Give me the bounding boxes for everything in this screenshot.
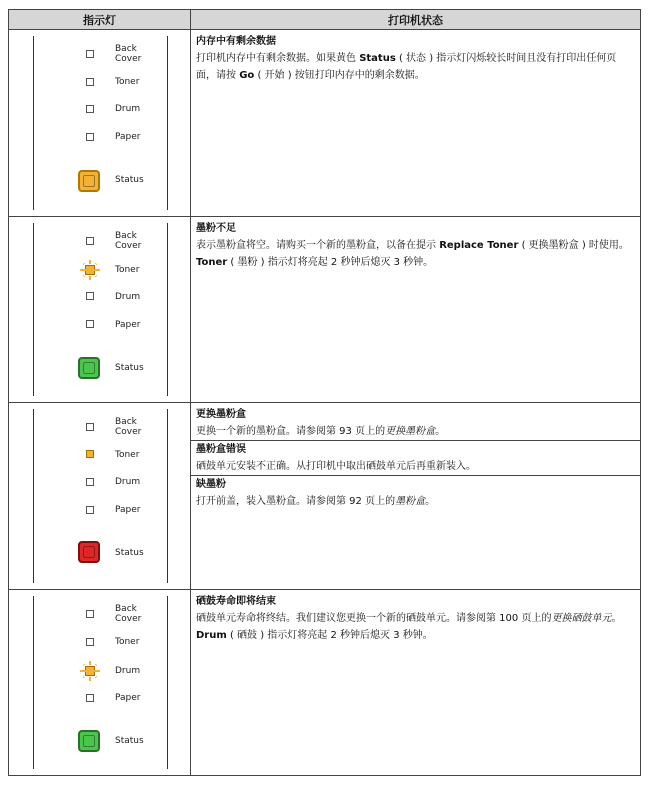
toner-label: Toner: [115, 636, 140, 647]
header-printer-status: 打印机状态: [191, 10, 641, 30]
led-status-table: [8, 9, 641, 776]
paper-led: [86, 133, 94, 141]
status-title: 更换墨粉盒: [196, 409, 246, 420]
indicator-panel: [9, 589, 191, 776]
drum-label: Drum: [115, 104, 141, 114]
status-text: 硒鼓单元寿命将终结。我们建议您更换一个新的硒鼓单元。请参阅第 100 页上的更换硒鼓单元。: [196, 612, 622, 624]
back-cover-label: Back Cover: [115, 230, 142, 251]
table-row: [9, 216, 641, 403]
toner-label: Toner: [115, 450, 140, 460]
status-description: [191, 403, 641, 590]
status-title: 缺墨粉: [196, 479, 226, 490]
status-title: 内存中有剩余数据: [196, 36, 276, 47]
drum-label: Drum: [115, 477, 141, 487]
drum-label: Drum: [115, 291, 141, 302]
status-led-green: [78, 730, 100, 752]
back-cover-label: Back Cover: [115, 603, 142, 624]
drum-led: [86, 478, 94, 486]
toner-led-on: [86, 450, 94, 458]
paper-led: [86, 320, 94, 328]
panel-border-left: [33, 409, 34, 583]
back-cover-label: Back Cover: [115, 417, 142, 437]
indicator-panel: [9, 403, 191, 590]
table-row: [9, 589, 641, 776]
status-label: Status: [115, 175, 144, 185]
status-title: 硒鼓寿命即将结束: [196, 595, 276, 607]
back-cover-label: Back Cover: [115, 44, 142, 64]
paper-led: [86, 506, 94, 514]
toner-led: [86, 638, 94, 646]
status-description: [191, 30, 641, 217]
status-title: 墨粉不足: [196, 222, 236, 234]
toner-led-blinking: [80, 260, 100, 280]
status-text: 打开前盖，装入墨粉盒。请参阅第 92 页上的墨粉盒。: [196, 496, 436, 507]
header-indicator: 指示灯: [9, 10, 191, 30]
toner-label: Toner: [115, 77, 140, 87]
status-text: 硒鼓单元安装不正确。从打印机中取出硒鼓单元后再重新装入。: [196, 461, 476, 472]
table-header-row: [9, 10, 641, 30]
drum-led-blinking: [80, 661, 100, 681]
back-cover-led: [86, 237, 94, 245]
table-row: [9, 30, 641, 217]
paper-label: Paper: [115, 132, 141, 142]
status-text: Drum ( 硒鼓 ) 指示灯将亮起 2 秒钟后熄灭 3 秒钟。: [196, 629, 433, 641]
back-cover-led: [86, 423, 94, 431]
panel-border-right: [167, 596, 168, 770]
status-description: [191, 589, 641, 776]
status-description: [191, 216, 641, 403]
indicator-panel: [9, 216, 191, 403]
panel-border-right: [167, 36, 168, 210]
status-led-yellow: [78, 170, 100, 192]
toner-led: [86, 78, 94, 86]
panel-border-left: [33, 223, 34, 397]
panel-border-right: [167, 409, 168, 583]
table-row: [9, 403, 641, 590]
drum-led: [86, 105, 94, 113]
status-text: 更换一个新的墨粉盒。请参阅第 93 页上的更换墨粉盒。: [196, 426, 446, 437]
status-label: Status: [115, 735, 144, 746]
indicator-panel: [9, 30, 191, 217]
drum-led: [86, 292, 94, 300]
status-text: 表示墨粉盒将空。请购买一个新的墨粉盒，以备在提示 Replace Toner ( 更换墨粉盒 ) 时使用。: [196, 239, 629, 251]
status-led-red: [78, 541, 100, 563]
status-led-green: [78, 357, 100, 379]
paper-label: Paper: [115, 505, 141, 515]
toner-label: Toner: [115, 264, 140, 275]
paper-label: Paper: [115, 692, 141, 703]
status-title: 墨粉盒错误: [196, 444, 246, 455]
back-cover-led: [86, 50, 94, 58]
panel-border-right: [167, 223, 168, 397]
back-cover-led: [86, 610, 94, 618]
status-label: Status: [115, 548, 144, 558]
panel-border-left: [33, 596, 34, 770]
paper-led: [86, 694, 94, 702]
status-text: 打印机内存中有剩余数据。如果黄色 Status ( 状态 ) 指示灯闪烁较长时间且没有打印出任何页面，请按 Go ( 开始 ) 按钮打印内存中的剩余数据。: [196, 53, 617, 81]
status-text: Toner ( 墨粉 ) 指示灯将亮起 2 秒钟后熄灭 3 秒钟。: [196, 256, 434, 268]
panel-border-left: [33, 36, 34, 210]
status-label: Status: [115, 362, 144, 373]
drum-label: Drum: [115, 665, 141, 676]
paper-label: Paper: [115, 319, 141, 330]
